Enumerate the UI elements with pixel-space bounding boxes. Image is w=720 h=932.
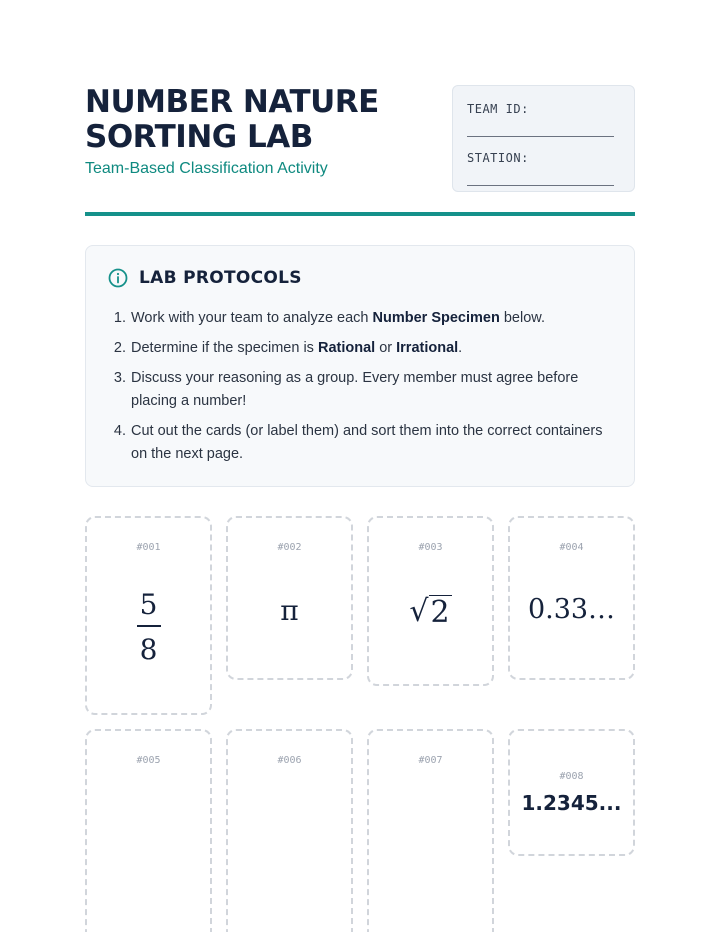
page-title [85,85,445,155]
team-id-blank[interactable] [467,136,614,137]
protocol-text [131,307,545,330]
sqrt-sign: √ [409,594,429,629]
card-id: #004 [559,542,584,553]
protocols-header [108,268,612,288]
protocols-list [108,307,612,466]
station-label: STATION: [467,151,529,165]
protocol-text [131,337,462,360]
protocol-text-part: below. [499,310,545,326]
number-card[interactable] [508,516,635,680]
protocol-text-part: Work with your team to analyze each [131,310,373,326]
sqrt-expression [409,592,451,632]
protocol-emphasis: Number Specimen [372,310,500,326]
team-info-box [452,85,635,192]
fraction-denominator: 8 [139,632,158,666]
protocols-title: LAB PROTOCOLS [139,268,302,288]
number-card[interactable] [367,516,494,686]
protocol-item [108,307,612,330]
protocol-item [108,367,612,413]
card-id: #003 [418,542,443,553]
protocol-item [108,337,612,360]
protocol-item [108,420,612,466]
card-value: 1.2345... [521,791,622,815]
card-id: #008 [559,771,584,782]
card-value: 0.33… [527,594,616,625]
protocol-number: 1. [113,310,126,326]
square-root [369,592,492,632]
station-blank[interactable] [467,185,614,186]
lab-protocols-panel [85,245,635,487]
fraction-numerator: 5 [139,588,158,621]
card-id: #007 [418,755,443,766]
protocol-number: 2. [113,340,126,356]
sqrt-radicand: 2 [430,595,450,630]
title-line-1: NUMBER NATURE [85,84,379,120]
protocol-emphasis: Irrational [396,340,459,356]
number-card[interactable] [508,729,635,856]
card-id: #002 [277,542,302,553]
protocol-text-part: . [458,340,463,356]
protocol-text-part: Determine if the specimen is [131,340,318,356]
card-id: #005 [136,755,161,766]
protocol-text: Cut out the cards (or label them) and sort them into the correct containers on the next page. [131,423,603,462]
header [85,85,635,205]
card-id: #001 [136,542,161,553]
fraction-bar [137,625,161,627]
number-card[interactable] [85,516,212,715]
number-card[interactable] [226,516,353,680]
protocol-number: 4. [113,423,126,439]
card-id: #006 [277,755,302,766]
number-card[interactable] [367,729,494,932]
fraction [87,588,210,666]
protocol-text: Discuss your reasoning as a group. Every member must agree before placing a number! [131,370,579,409]
title-line-2: SORTING LAB [85,119,313,155]
protocol-number: 3. [113,370,126,386]
team-id-label: TEAM ID: [467,102,529,116]
protocol-text-part: or [375,340,397,356]
header-divider [85,212,635,216]
protocol-emphasis: Rational [317,340,376,356]
number-card[interactable] [226,729,353,932]
page-subtitle: Team-Based Classification Activity [85,160,328,177]
number-card[interactable] [85,729,212,932]
info-icon [108,268,128,288]
card-value: π [280,594,299,627]
